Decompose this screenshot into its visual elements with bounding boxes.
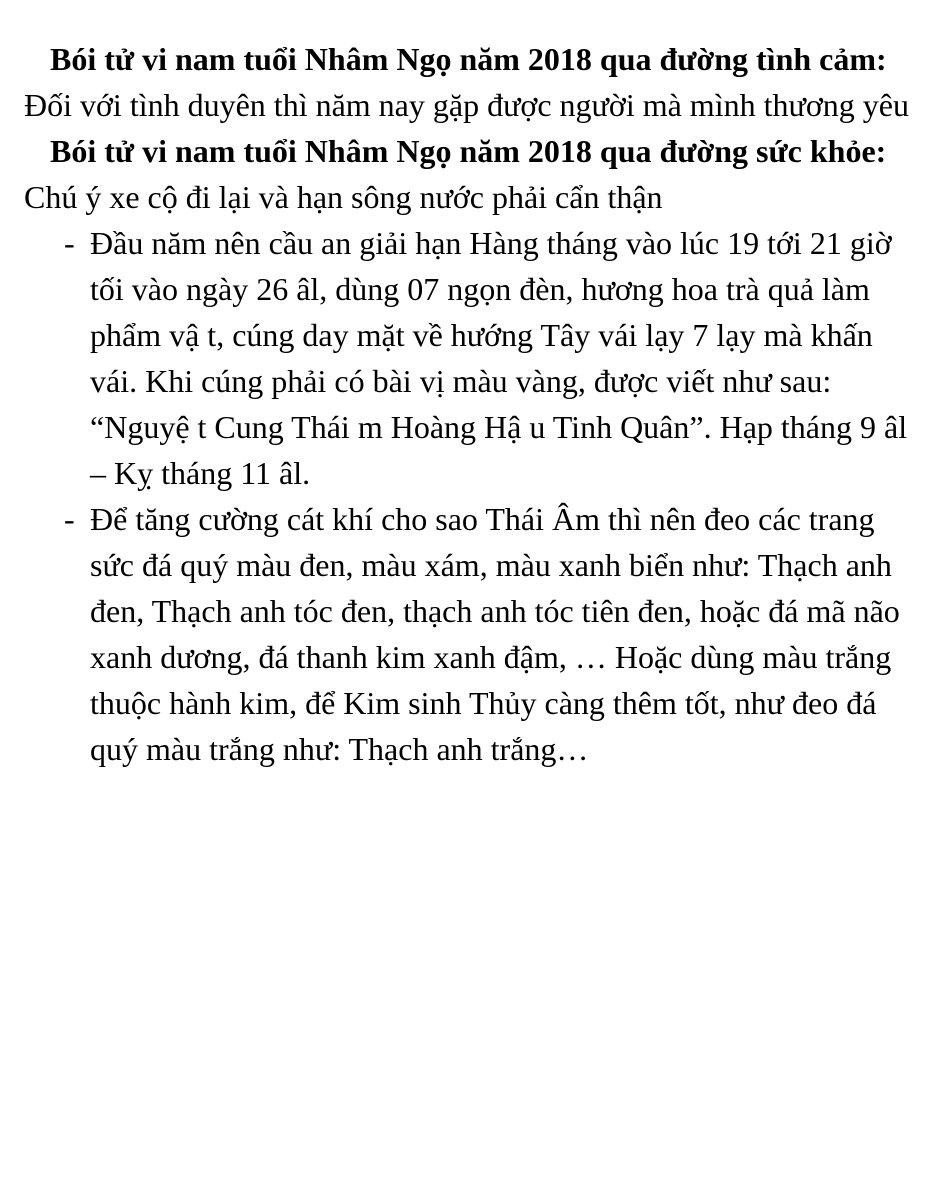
section-love-heading: Bói tử vi nam tuổi Nhâm Ngọ năm 2018 qua đường tình cảm — [50, 41, 877, 77]
list-item — [24, 220, 909, 496]
section-health-heading: Bói tử vi nam tuổi Nhâm Ngọ năm 2018 qua đường sức khỏe: — [50, 133, 887, 169]
list-item — [24, 496, 909, 772]
list-item-text: Đầu năm nên cầu an giải hạn Hàng tháng vào lúc 19 tới 21 giờ tối vào ngày 26 âl, dùng 07 ngọn đèn, hương hoa trà quả làm phẩm vậ t, cúng day mặt về hướng Tây vái lạy 7 lạy mà khấn vái. Khi cúng phải có bài vị màu vàng, được viết như sau: “Nguyệ t Cung Thái m Hoàng Hậ u Tinh Quân”. Hạp tháng 9 âl – Kỵ tháng 11 âl. — [90, 225, 908, 491]
list-item-text: Để tăng cường cát khí cho sao Thái Âm thì nên đeo các trang sức đá quý màu đen, màu xám, màu xanh biển như: Thạch anh đen, Thạch anh tóc đen, thạch anh tóc tiên đen, hoặc đá mã não xanh dương, đá thanh kim xanh đậm, … Hoặc dùng màu trắng thuộc hành kim, để Kim sinh Thủy càng thêm tốt, như đeo đá quý màu trắng như: Thạch anh trắng… — [90, 501, 900, 767]
document-body — [24, 36, 909, 772]
section-health — [24, 128, 909, 220]
list-bullet: - — [64, 501, 75, 537]
advice-list — [24, 220, 909, 772]
list-bullet: - — [64, 225, 75, 261]
section-health-text: Chú ý xe cộ đi lại và hạn sông nước phải cẩn thận — [24, 179, 663, 215]
section-love — [24, 36, 909, 128]
section-love-separator: : — [876, 41, 887, 77]
section-love-text: Đối với tình duyên thì năm nay gặp được người mà mình thương yêu — [24, 87, 909, 123]
